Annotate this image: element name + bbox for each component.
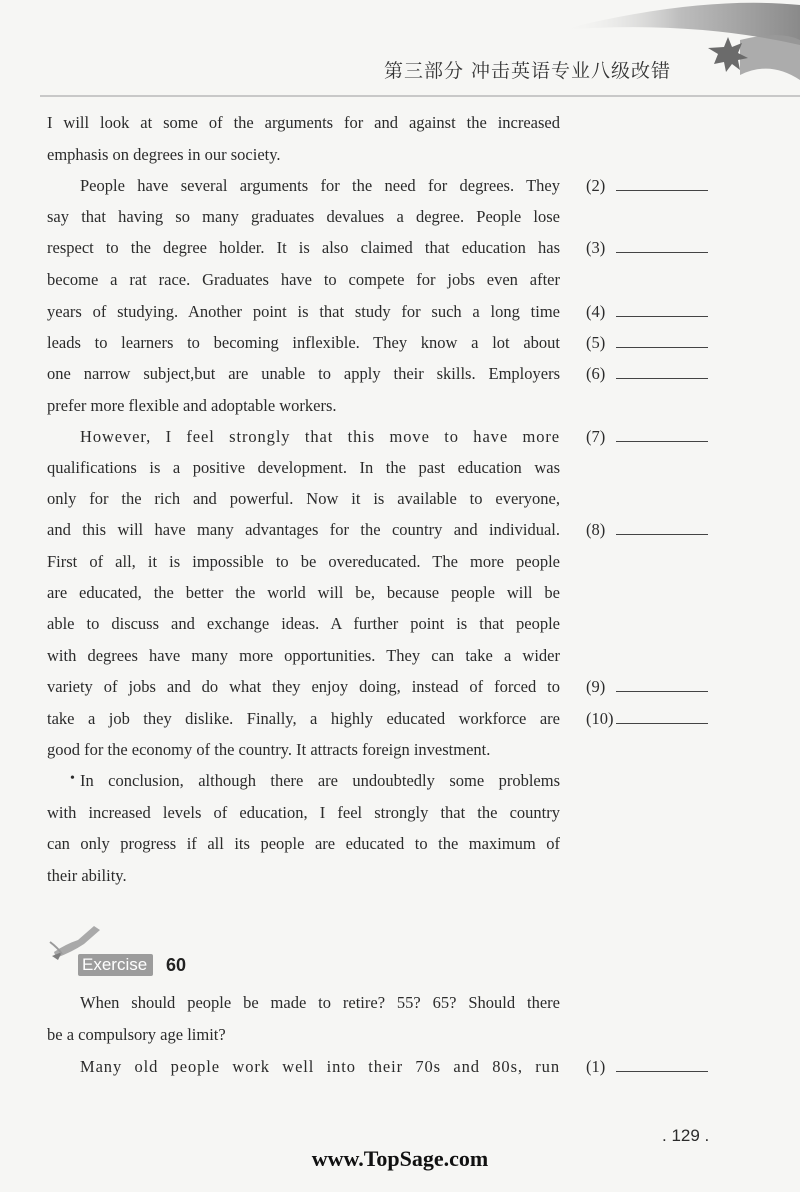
text-line: their ability. [47,866,127,885]
text-line: can only progress if all its people are educated to the maximum of [47,834,560,853]
answer-blank[interactable] [586,238,714,258]
answer-blank[interactable] [586,1057,714,1077]
stray-mark: • [70,771,75,786]
text-line: only for the rich and powerful. Now it is available to everyone, [47,489,560,508]
blank-number: (1) [586,1057,606,1076]
page-number: . 129 . [662,1126,710,1145]
text-line: However, I feel strongly that this move to have more [80,427,560,446]
answer-blank[interactable] [586,333,714,353]
text-line: In conclusion, although there are undoubtedly some problems [80,771,560,790]
blank-line [616,709,708,724]
answer-blank[interactable] [586,677,714,697]
blank-number: (10) [586,709,614,728]
blank-number: (8) [586,520,606,539]
blank-number: (6) [586,364,606,383]
text-line: one narrow subject,but are unable to apply their skills. Employers [47,364,560,383]
answer-blank[interactable] [586,364,714,384]
blank-number: (4) [586,302,606,321]
text-line: First of all, it is impossible to be overeducated. The more people [47,552,560,571]
text-line: are educated, the better the world will be, because people will be [47,583,560,602]
answer-blank[interactable] [586,176,714,196]
blank-line [616,1057,708,1072]
answer-blank[interactable] [586,709,714,729]
header-swoosh-decoration [440,0,800,110]
text-line: with increased levels of education, I feel strongly that the country [47,803,560,822]
blank-number: (3) [586,238,606,257]
blank-line [616,677,708,692]
text-line: qualifications is a positive development. In the past education was [47,458,560,477]
blank-line [616,364,708,379]
text-line: good for the economy of the country. It attracts foreign investment. [47,740,491,759]
exercise-label: Exercise [78,954,153,976]
blank-number: (7) [586,427,606,446]
text-line: prefer more flexible and adoptable workers. [47,396,337,415]
text-line: I will look at some of the arguments for and against the increased [47,113,560,132]
blank-line [616,427,708,442]
text-line: variety of jobs and do what they enjoy doing, instead of forced to [47,677,560,696]
text-line: years of studying. Another point is that study for such a long time [47,302,560,321]
text-line: be a compulsory age limit? [47,1025,226,1044]
blank-line [616,520,708,535]
answer-blank[interactable] [586,427,714,447]
text-line: and this will have many advantages for the country and individual. [47,520,560,539]
blank-line [616,176,708,191]
blank-line [616,302,708,317]
blank-number: (9) [586,677,606,696]
text-line: When should people be made to retire? 55? 65? Should there [80,993,560,1012]
text-line: respect to the degree holder. It is also claimed that education has [47,238,560,257]
exercise-number: 60 [166,955,187,975]
footer-url: www.TopSage.com [311,1146,489,1171]
text-line: able to discuss and exchange ideas. A further point is that people [47,614,560,633]
blank-number: (2) [586,176,606,195]
text-line: Many old people work well into their 70s and 80s, run [80,1057,560,1076]
text-line: leads to learners to becoming inflexible. They know a lot about [47,333,560,352]
text-line: become a rat race. Graduates have to compete for jobs even after [47,270,560,289]
answer-blank[interactable] [586,520,714,540]
text-line: emphasis on degrees in our society. [47,145,281,164]
text-line: People have several arguments for the need for degrees. They [80,176,560,195]
blank-number: (5) [586,333,606,352]
header-title: 第三部分 冲击英语专业八级改错 [384,60,672,82]
answer-blank[interactable] [586,302,714,322]
text-line: take a job they dislike. Finally, a highly educated workforce are [47,709,560,728]
blank-line [616,333,708,348]
text-line: with degrees have many more opportunities. They can take a wider [47,646,560,665]
header-rule [40,95,800,97]
text-line: say that having so many graduates devalues a degree. People lose [47,207,560,226]
blank-line [616,238,708,253]
